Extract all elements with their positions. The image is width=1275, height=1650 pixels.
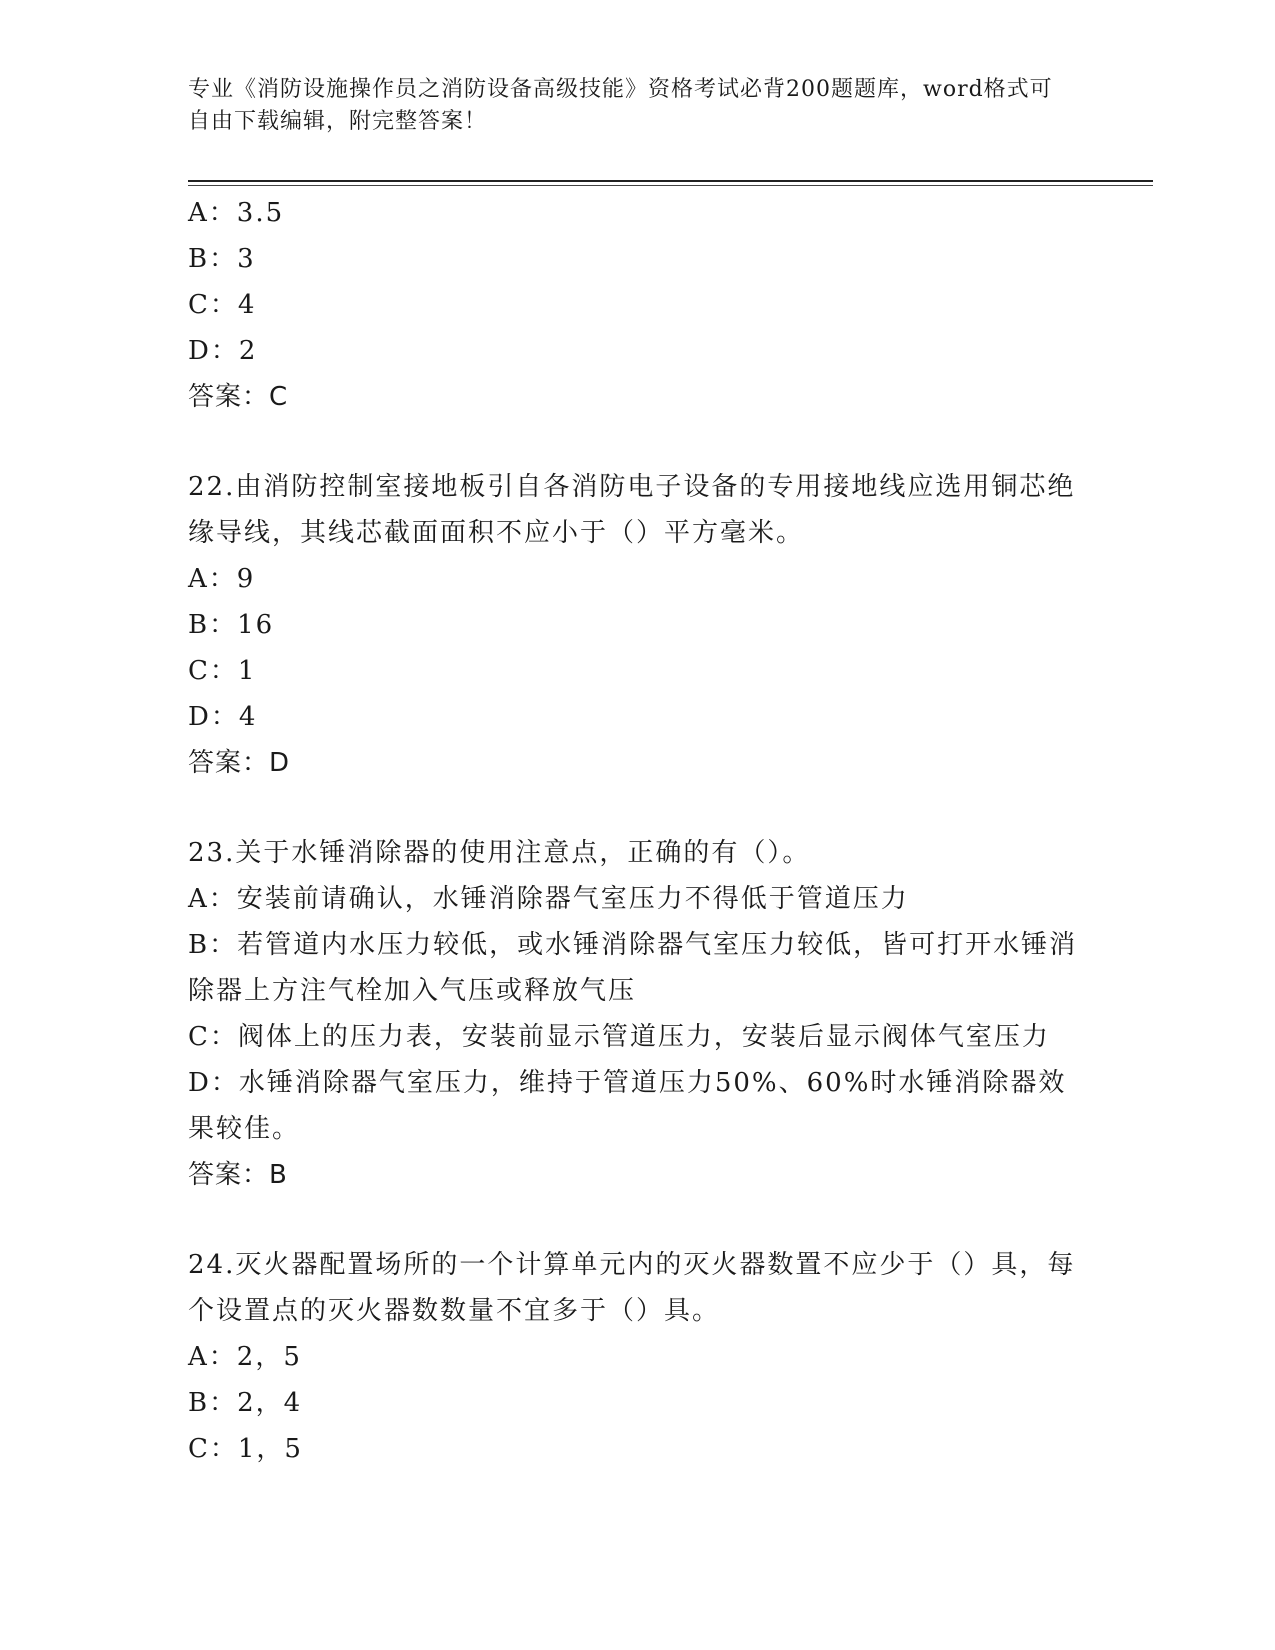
option-b: B：2，4 — [188, 1388, 303, 1418]
option-b: B：16 — [188, 610, 275, 640]
option-b: B：3 — [188, 244, 256, 274]
option-d: D：水锤消除器气室压力，维持于管道压力50%、60%时水锤消除器效果较佳。 — [188, 1068, 1067, 1144]
question-stem: 24.灭火器配置场所的一个计算单元内的灭火器数置不应少于（）具，每个设置点的灭火器数数量不宜多于（）具。 — [188, 1250, 1076, 1326]
option-a: A：2，5 — [188, 1342, 302, 1372]
header-divider-thin — [188, 185, 1153, 186]
question-stem: 23.关于水锤消除器的使用注意点，正确的有（）。 — [188, 838, 811, 868]
question-24 — [188, 1242, 1078, 1472]
option-d: D：2 — [188, 336, 258, 366]
option-c: C：1 — [188, 656, 257, 686]
option-a: A：9 — [188, 564, 256, 594]
question-21-partial — [188, 190, 1078, 420]
option-a: A：安装前请确认，水锤消除器气室压力不得低于管道压力 — [188, 884, 909, 914]
header-divider-thick — [188, 180, 1153, 182]
option-c: C：阀体上的压力表，安装前显示管道压力，安装后显示阀体气室压力 — [188, 1022, 1050, 1052]
answer-text: 答案：B — [188, 1160, 288, 1190]
option-c: C：1，5 — [188, 1434, 303, 1464]
answer-text: 答案：D — [188, 748, 291, 778]
question-22 — [188, 464, 1078, 786]
option-c: C：4 — [188, 290, 257, 320]
question-23 — [188, 830, 1078, 1198]
option-a: A：3.5 — [188, 198, 285, 228]
document-header: 专业《消防设施操作员之消防设备高级技能》资格考试必背200题题库，word格式可自由下载编辑，附完整答案！ — [188, 77, 1053, 134]
question-stem: 22.由消防控制室接地板引自各消防电子设备的专用接地线应选用铜芯绝缘导线，其线芯截面面积不应小于（）平方毫米。 — [188, 472, 1076, 548]
answer-text: 答案：C — [188, 382, 289, 412]
question-list — [188, 190, 1078, 1472]
option-d: D：4 — [188, 702, 258, 732]
option-b: B：若管道内水压力较低，或水锤消除器气室压力较低，皆可打开水锤消除器上方注气栓加入气压或释放气压 — [188, 930, 1078, 1006]
